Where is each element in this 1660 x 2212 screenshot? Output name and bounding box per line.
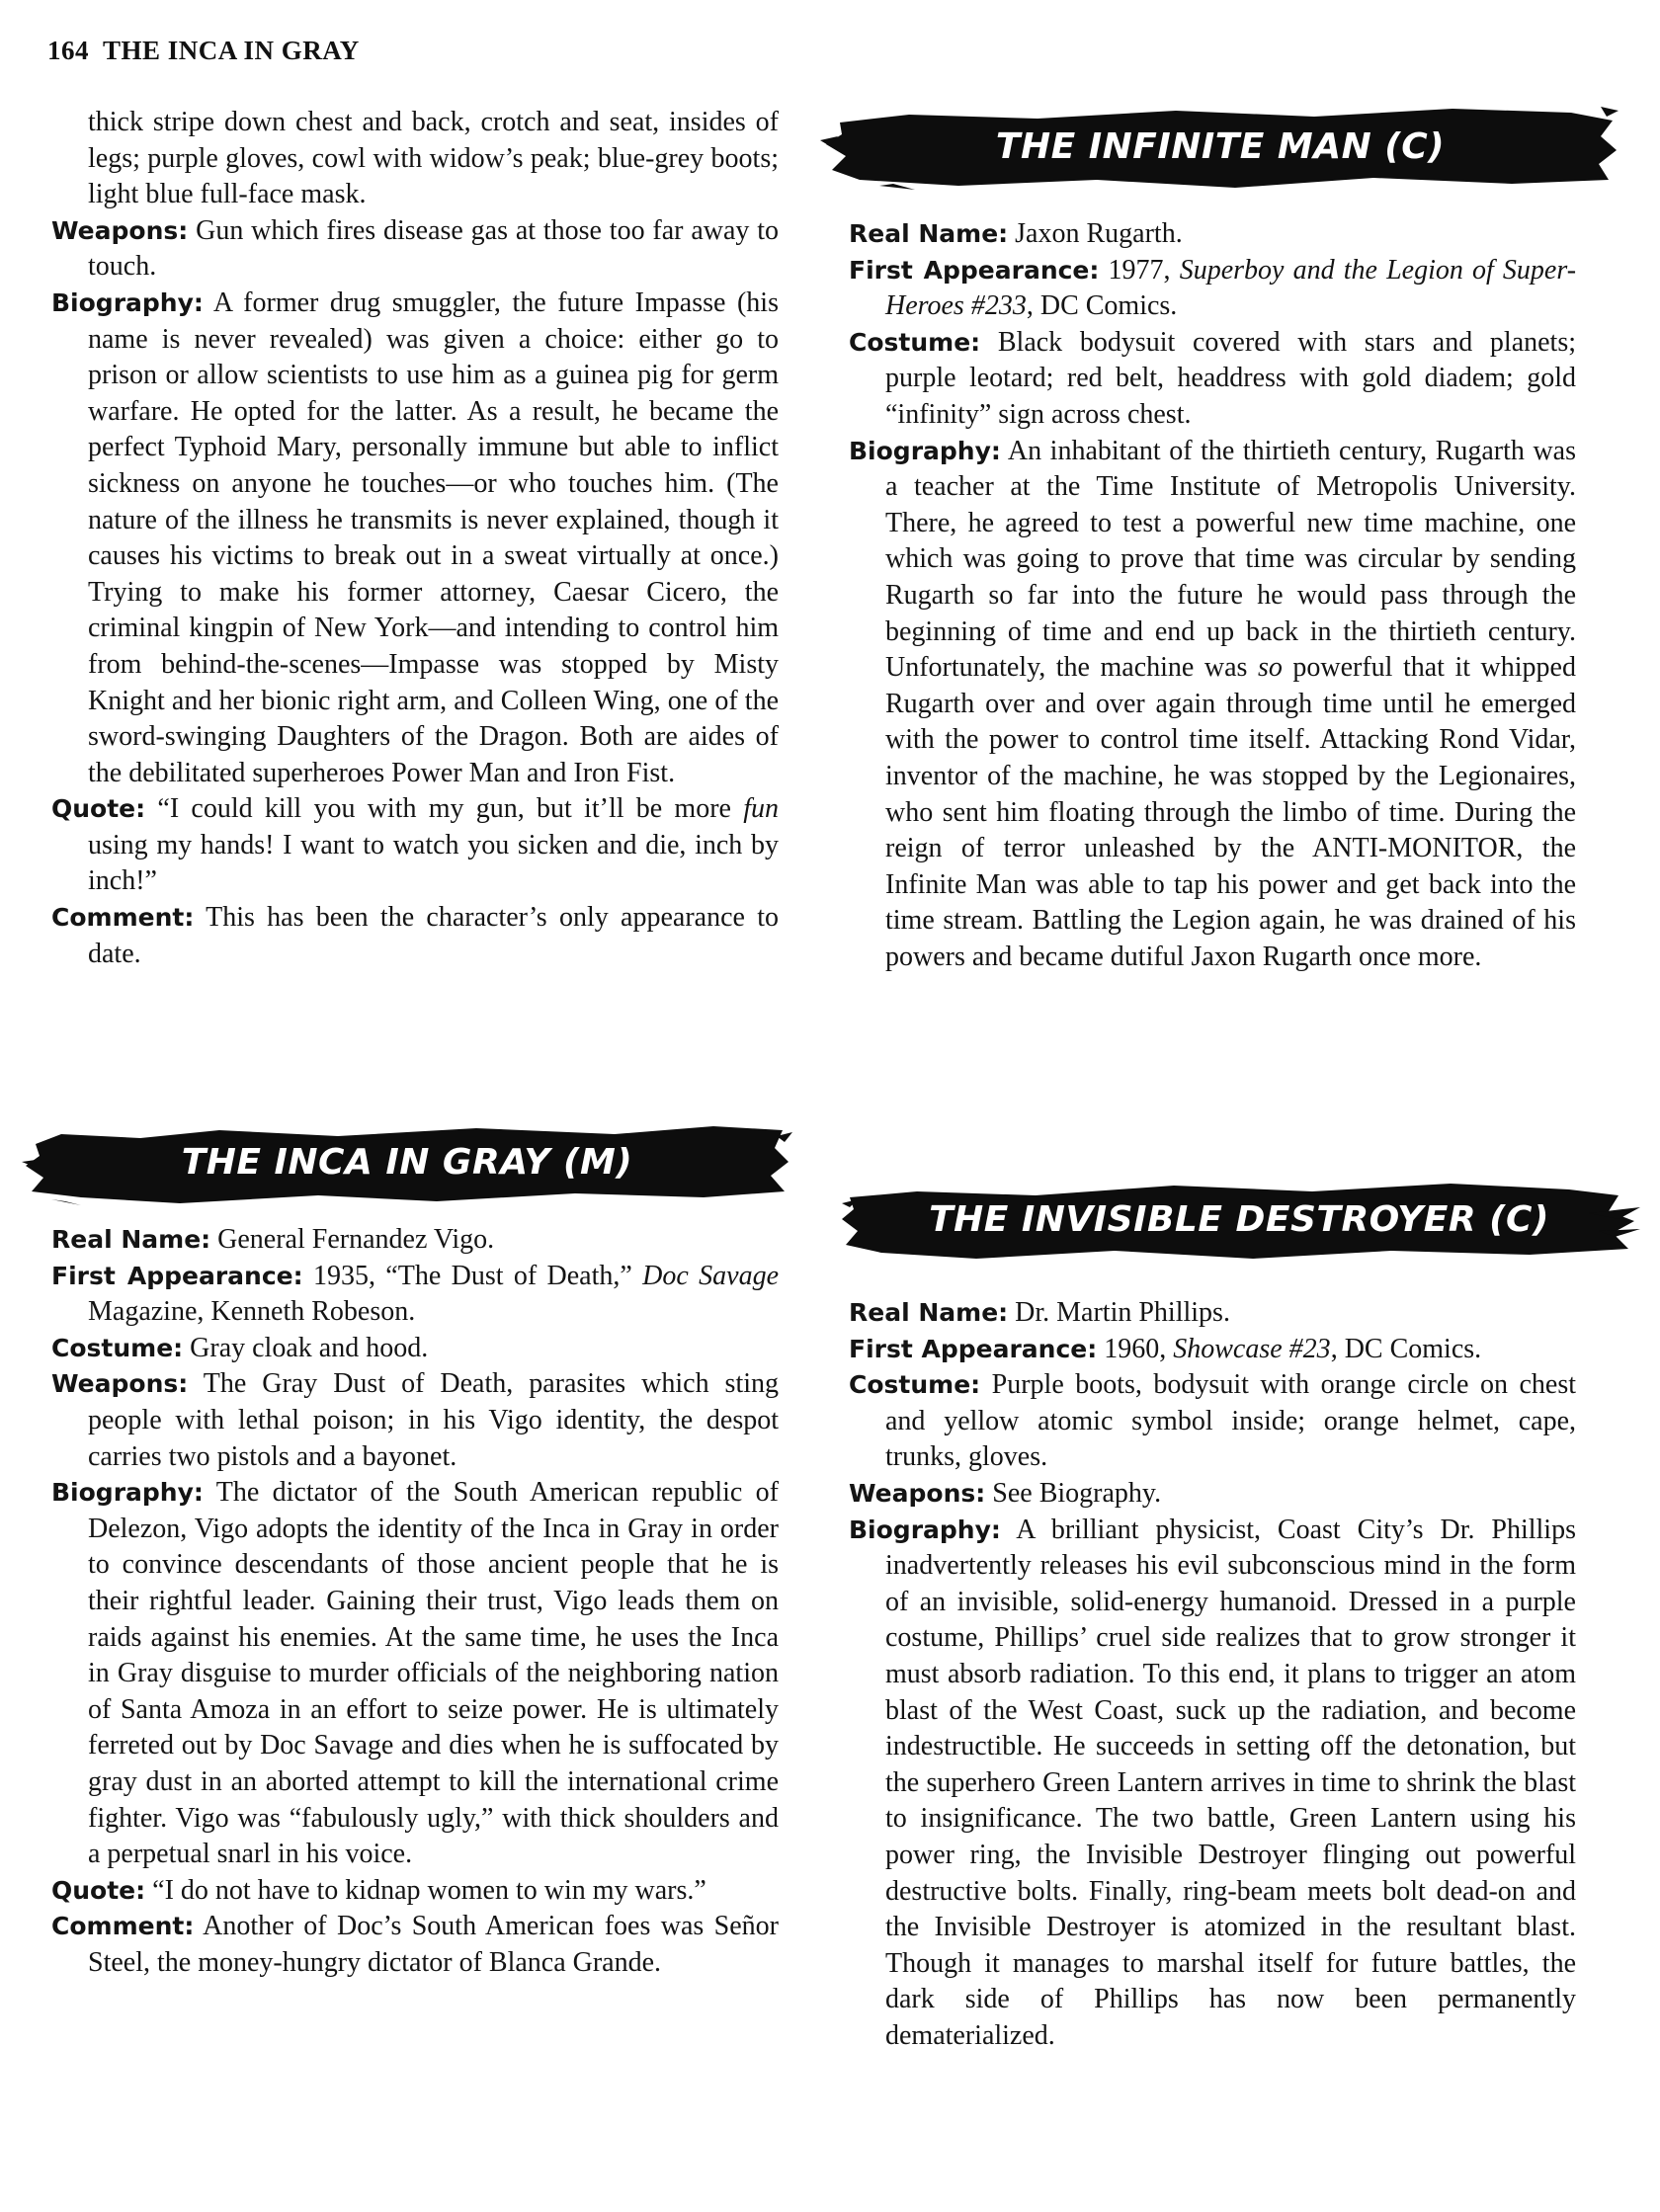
impasse-quote [51, 791, 779, 900]
field-text: , DC Comics. [1026, 290, 1178, 322]
invisible-real-name [849, 1295, 1576, 1332]
infinite-title: THE INFINITE MAN (C) [995, 125, 1446, 167]
field-text: Dr. Martin Phillips. [1015, 1297, 1230, 1328]
running-head [47, 36, 360, 66]
field-text-italic: fun [743, 793, 780, 825]
invisible-costume [849, 1367, 1576, 1476]
field-label: Biography: [51, 1478, 204, 1508]
field-text: 1960, [1104, 1333, 1174, 1364]
impasse-entry-continued [51, 105, 779, 972]
inca-comment [51, 1909, 779, 1981]
impasse-costume-tail: thick stripe down chest and back, crotch and seat, insides of legs; purple gloves, cowl with widow’s peak; blue-grey boots; light blue full-face mask. [88, 107, 779, 210]
page-number: 164 [47, 36, 89, 65]
field-text: , DC Comics. [1330, 1333, 1482, 1364]
field-text: The dictator of the South American republic of Delezon, Vigo adopts the identity of the Inca in Gray in order to convince descendants of those ancient people that he is their rightful leader. Gaining their trust, Vigo leads them on raids against his enemies. At the same time, he uses the Inca in Gray disguise to murder officials of the neighboring nation of Santa Amoza in an effort to seize power. He is ultimately ferreted out by Doc Savage and dies when he is suffocated by gray dust in an aborted attempt to kill the international crime fighter. Vigo was “fabulously ugly,” with thick shoulders and a perpetual snarl in his voice. [88, 1477, 779, 1870]
field-text: Jaxon Rugarth. [1015, 218, 1183, 249]
infinite-biography [849, 434, 1576, 976]
inca-biography [51, 1475, 779, 1873]
field-text: The Gray Dust of Death, parasites which sting people with lethal poison; in his Vigo identity, the despot carries two pistols and a bayonet. [88, 1368, 780, 1472]
inca-weapons [51, 1366, 779, 1475]
field-text: Purple boots, bodysuit with orange circle on chest and yellow atomic symbol inside; orange helmet, cape, trunks, gloves. [885, 1369, 1577, 1473]
field-text-italic: Showcase #23 [1173, 1333, 1331, 1364]
field-text: “I do not have to kidnap women to win my wars.” [152, 1874, 706, 1906]
inca-title-banner [22, 1116, 792, 1207]
inca-entry [51, 1222, 779, 1981]
field-label: Costume: [51, 1333, 184, 1362]
infinite-real-name [849, 216, 1576, 253]
field-label: First Appearance: [849, 255, 1100, 285]
field-text: Gun which fires disease gas at those too far away to touch. [88, 214, 780, 283]
field-label: Costume: [849, 1370, 981, 1400]
invisible-title: THE INVISIBLE DESTROYER (C) [929, 1198, 1549, 1240]
field-label: First Appearance: [51, 1261, 303, 1290]
field-label: Biography: [849, 436, 1001, 465]
field-label: Real Name: [51, 1225, 211, 1254]
impasse-comment [51, 900, 779, 972]
field-text: See Biography. [992, 1477, 1162, 1509]
field-text: Another of Doc’s South American foes was Señor Steel, the money-hungry dictator of Blanca Grande. [88, 1911, 779, 1978]
field-label: Quote: [51, 1875, 146, 1905]
field-text-italic: Superboy and the Legion of Super-Heroes #233 [885, 254, 1577, 322]
infinite-first-appearance [849, 253, 1576, 325]
field-text: Gray cloak and hood. [190, 1332, 429, 1363]
field-label: Biography: [849, 1515, 1001, 1544]
invisible-entry [849, 1295, 1576, 2054]
field-label: Comment: [51, 903, 195, 933]
invisible-weapons [849, 1476, 1576, 1513]
impasse-biography [51, 286, 779, 791]
field-text: Magazine, Kenneth Robeson. [88, 1296, 416, 1328]
infinite-title-banner [820, 101, 1620, 192]
inca-costume [51, 1331, 779, 1367]
field-text: A brilliant physicist, Coast City’s Dr. Phillips inadvertently releases his evil subconscious mind in the form of an invisible, solid-energy humanoid. Dressed in a purple costume, Phillips’ cruel side realizes that to grow stronger it must absorb radiation. To this end, it plans to trigger an atom blast of the West Coast, suck up the radiation, and become indestructible. He succeeds in setting off the detonation, but the superhero Green Lantern arrives in time to shrink the blast to insignificance. The two battle, Green Lantern using his power ring, the Invisible Destroyer flinging out powerful destructive bolts. Finally, ring-beam meets bolt dead-on and the Invisible Destroyer is atomized in the resultant blast. Though it manages to marshal itself for future battles, the dark side of Phillips has now been permanently dematerialized. [885, 1514, 1576, 2051]
running-title: THE INCA IN GRAY [103, 36, 360, 65]
field-text: powerful that it whipped Rugarth over and over again through time until he emerged with the power to control time itself. Attacking Rond Vidar, inventor of the machine, he was stopped by the Legionaires, who sent him floating through the limbo of time. During the reign of terror unleashed by the ANTI-MONITOR, the Infinite Man was able to tap his power and get back into the time stream. Battling the Legion again, he was drained of his powers and became dutiful Jaxon Rugarth once more. [885, 652, 1576, 972]
field-label: Biography: [51, 287, 204, 317]
field-text: Black bodysuit covered with stars and planets; purple leotard; red belt, headdress with gold diadem; gold “infinity” sign across chest. [885, 326, 1577, 430]
field-label: Costume: [849, 327, 981, 357]
inca-real-name [51, 1222, 779, 1259]
invisible-biography [849, 1513, 1576, 2055]
inca-first-appearance [51, 1259, 779, 1331]
field-label: Quote: [51, 794, 146, 824]
invisible-first-appearance [849, 1332, 1576, 1368]
field-label: First Appearance: [849, 1334, 1098, 1363]
field-text: A former drug smuggler, the future Impasse (his name is never revealed) was given a choice: either go to prison or allow scientists to use him as a guinea pig for germ warfare. He opted for the latter. As a result, he became the perfect Typhoid Mary, personally immune but able to inflict sickness on anyone he touches—or who touches him. (The nature of the illness he transmits is never explained, though it causes his victims to break out in a sweat virtually at once.) Trying to make his former attorney, Caesar Cicero, the criminal kingpin of New York—and intending to control him from behind-the-scenes—Impasse was stopped by Misty Knight and her bionic right arm, and Colleen Wing, one of the sword-swinging Daughters of the Dragon. Both are aides of the debilitated superheroes Power Man and Iron Fist. [88, 287, 779, 788]
infinite-entry [849, 216, 1576, 975]
infinite-costume [849, 325, 1576, 434]
inca-quote [51, 1873, 779, 1910]
field-text: 1935, “The Dust of Death,” [312, 1260, 643, 1291]
field-label: Comment: [51, 1912, 195, 1941]
field-label: Weapons: [51, 215, 189, 245]
field-label: Real Name: [849, 1298, 1009, 1327]
field-label: Weapons: [849, 1478, 986, 1508]
impasse-weapons [51, 213, 779, 286]
invisible-title-banner [838, 1174, 1640, 1265]
field-text: “I could kill you with my gun, but it’ll be more [157, 793, 744, 825]
field-text: This has been the character’s only appearance to date. [88, 902, 779, 969]
field-text: using my hands! I want to watch you sicken and die, inch by inch!” [88, 829, 779, 897]
field-label: Real Name: [849, 219, 1009, 248]
field-text-italic: Doc Savage [642, 1260, 780, 1291]
field-text: An inhabitant of the thirtieth century, Rugarth was a teacher at the Time Institute of Metropolis University. There, he agreed to test a powerful new time machine, one which was going to prove that time was circular by sending Rugarth so far into the future he would pass through the beginning of time and end up back in the thirtieth century. Unfortunately, the machine was [885, 435, 1576, 684]
field-text: General Fernandez Vigo. [217, 1224, 495, 1255]
inca-title: THE INCA IN GRAY (M) [181, 1141, 633, 1183]
field-text: 1977, [1108, 254, 1180, 286]
field-text-italic: so [1257, 652, 1283, 684]
field-label: Weapons: [51, 1369, 189, 1399]
